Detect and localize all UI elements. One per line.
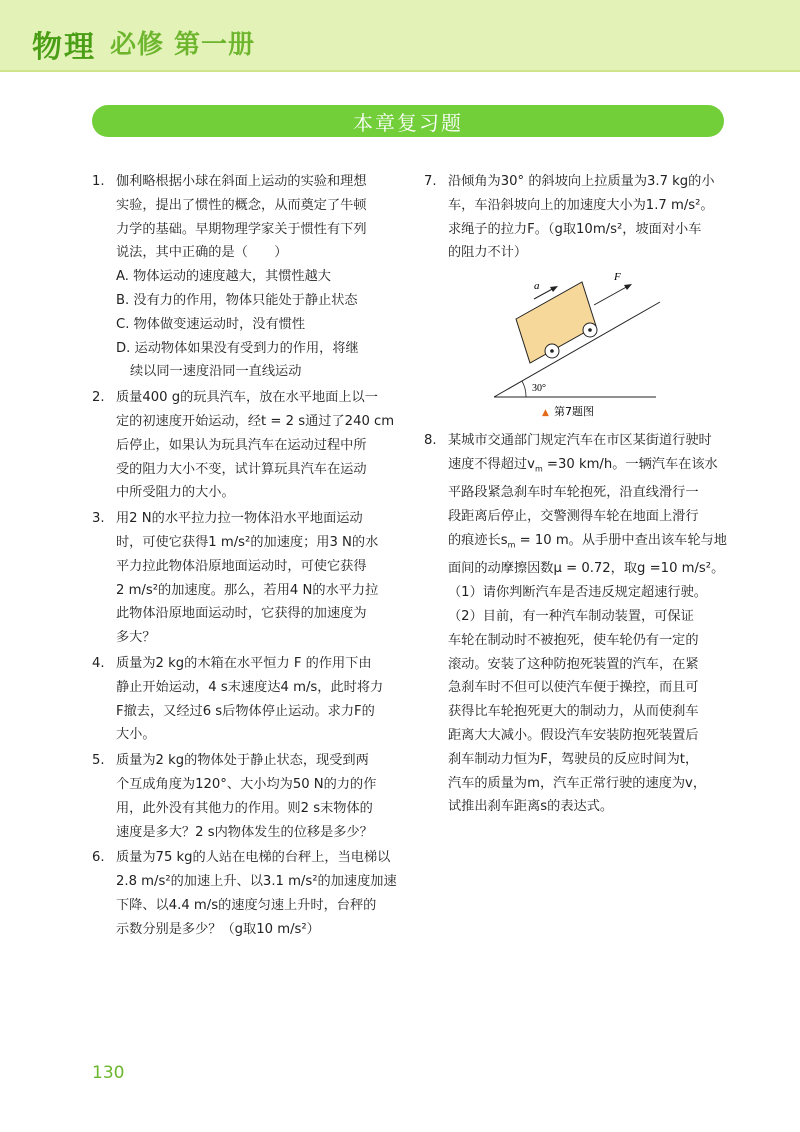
question-number: 3. [92,511,105,527]
sub-question-2-line: （2）目前，有一种汽车制动装置，可保证 [448,609,694,625]
question-line: 质量为75 kg的人站在电梯的台秤上，当电梯以 [116,850,391,866]
question-line: 沿倾角为30° 的斜坡向上拉质量为3.7 kg的小 [448,174,715,189]
option-a: A. 物体运动的速度越大，其惯性越大 [116,269,331,285]
question-line: 质量为2 kg的木箱在水平恒力 F 的作用下由 [116,655,372,671]
question-line: F撤去，又经过6 s后物体停止运动。求力F的 [116,703,375,719]
question-number: 6. [92,850,105,866]
sub-question-2-line: 车轮在制动时不被抱死，使车轮仍有一定的 [448,632,699,648]
incline-diagram [424,269,732,419]
force-arrowhead [624,284,632,290]
question-line: 平力拉此物体沿原地面运动时，可使它获得 [116,558,367,574]
question-line: 定的初速度开始运动，经t = 2 s通过了240 cm [116,413,395,429]
question-number: 8. [424,433,437,449]
question-line: 静止开始运动，4 s末速度达4 m/s，此时将力 [116,679,384,695]
question-line: 伽利略根据小球在斜面上运动的实验和理想 [116,174,367,189]
question-line: 受的阻力大小不变，试计算玩具汽车在运动 [116,461,367,477]
sub-question-1: （1）请你判断汽车是否违反规定超速行驶。 [448,585,707,601]
question-line: 时，可使它获得1 m/s²的加速度；用3 N的水 [116,534,379,550]
question-line: 的痕迹长$s_m = 10$ m。从手册中查出该车轮与地 [448,533,727,550]
question-1 [92,170,400,384]
question-5 [92,749,400,844]
question-line: 平路段紧急刹车时车轮抱死，沿直线滑行一 [448,485,699,501]
question-line: 车，车沿斜坡向上的加速度大小为1.7 m/s²。 [448,197,714,213]
sub-question-2-line: 刹车制动力恒为F，驾驶员的反应时间为t， [448,751,699,767]
question-line: 某城市交通部门规定汽车在市区某街道行驶时 [448,433,712,449]
header-bar [0,0,800,70]
question-line: 大小。 [116,727,156,743]
sub-question-2-line: 获得比车轮抱死更大的制动力，从而使刹车 [448,704,699,720]
question-7 [424,170,732,265]
question-line: 说法，其中正确的是（ ） [116,245,288,261]
wheel-right-hub [588,328,592,332]
option-d-continued: 续以同一速度沿同一直线运动 [130,364,302,380]
option-b: B. 没有力的作用，物体只能处于静止状态 [116,292,358,308]
page-number: 130 [92,1063,125,1083]
question-line: 多大？ [116,630,156,646]
question-line: 2.8 m/s²的加速上升、以3.1 m/s²的加速度加速 [116,874,397,890]
caption-triangle-icon: ▲ [542,408,549,419]
figure-caption: 第7题图 [554,405,594,419]
question-line: 力学的基础。早期物理学家关于惯性有下列 [116,221,367,237]
question-number: 7. [424,174,437,189]
sub-question-2-line: 滚动。安装了这种防抱死装置的汽车，在紧 [448,656,699,672]
question-4 [92,652,400,747]
label-angle: 30° [532,383,546,395]
option-d: D. 运动物体如果没有受到力的作用，将继 [116,340,359,356]
question-2 [92,386,400,505]
chapter-title: 本章复习题 [353,110,463,135]
question-line: 面间的动摩擦因数μ = 0.72，取g =10 m/s²。 [448,561,725,577]
question-line: 下降、以4.4 m/s的速度匀速上升时，台秤的 [116,897,377,913]
cart [516,282,597,363]
sub-question-2-line: 试推出刹车距离s的表达式。 [448,799,614,815]
angle-arc [522,381,526,397]
question-line: 速度是多大？2 s内物体发生的位移是多少？ [116,824,373,840]
question-line: 段距离后停止，交警测得车轮在地面上滑行 [448,509,699,525]
question-line: 实验，提出了惯性的概念，从而奠定了牛顿 [116,197,367,213]
question-line: 速度不得超过$v_m =30$ km/h。一辆汽车在该水 [448,456,718,474]
incline-figure [424,269,732,419]
question-3 [92,507,400,650]
question-line: 示数分别是多少？（g取10 m/s²） [116,921,320,937]
wheel-left-hub [550,349,554,353]
sub-question-2-line: 急刹车时不但可以使汽车便于操控，而且可 [448,680,699,696]
question-line: 中所受阻力的大小。 [116,485,235,501]
question-6 [92,846,400,941]
sub-question-2-line: 汽车的质量为m，汽车正常行驶的速度为v， [448,775,707,791]
question-line: 用2 N的水平拉力拉一物体沿水平地面运动 [116,511,363,527]
subject-title: 物理 [32,30,96,65]
question-number: 1. [92,174,105,189]
question-number: 5. [92,753,105,769]
question-line: 求绳子的拉力F。（g取10m/s²，坡面对小车 [448,221,702,237]
book-title: 必修 第一册 [110,30,256,60]
question-number: 4. [92,655,105,671]
question-line: 用，此外没有其他力的作用。则2 s末物体的 [116,800,373,816]
force-arrow-line [594,285,630,305]
left-column [92,170,400,944]
question-line: 的阻力不计） [448,245,528,261]
question-line: 此物体沿原地面运动时，它获得的加速度为 [116,606,367,622]
right-column [424,170,732,821]
question-line: 质量为2 kg的物体处于静止状态，现受到两 [116,753,369,769]
chapter-title-banner [92,105,724,137]
accel-arrowhead [550,286,558,292]
question-line: 个互成角度为120°、大小均为50 N的力的作 [116,776,377,792]
question-line: 2 m/s²的加速度。那么，若用4 N的水平力拉 [116,582,379,598]
question-number: 2. [92,390,105,406]
question-8 [424,429,732,819]
question-line: 质量400 g的玩具汽车，放在水平地面上以一 [116,390,378,406]
label-a: a [534,280,540,293]
option-c: C. 物体做变速运动时，没有惯性 [116,316,306,332]
question-line: 后停止，如果认为玩具汽车在运动过程中所 [116,437,367,453]
sub-question-2-line: 距离大大减小。假设汽车安装防抱死装置后 [448,728,699,744]
label-F: F [614,271,621,284]
